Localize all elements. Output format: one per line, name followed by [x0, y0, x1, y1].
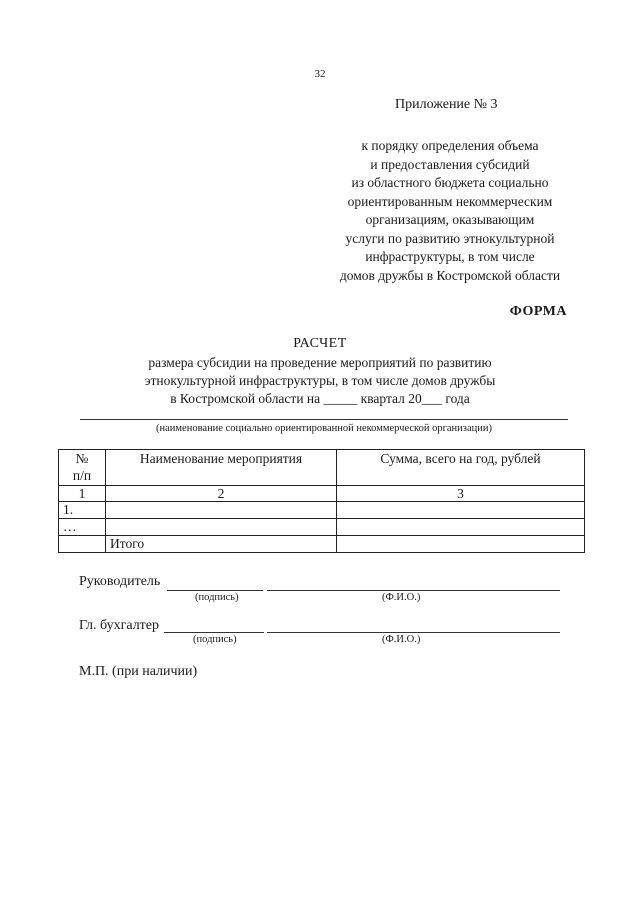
column-number: 3 — [337, 486, 585, 502]
header-number: № п/п — [59, 450, 106, 486]
header-annual-sum: Сумма, всего на год, рублей — [337, 450, 585, 486]
total-label-cell: Итого — [106, 536, 337, 553]
appendix-title: Приложение № 3 — [395, 97, 498, 112]
signature-line-head[interactable] — [167, 590, 263, 591]
table-header-row — [59, 450, 585, 486]
organization-name-caption: (наименование социально ориентированной некоммерческой организации) — [156, 423, 492, 434]
name-caption: (Ф.И.О.) — [382, 634, 421, 645]
table-row — [59, 519, 585, 536]
header-event-name: Наименование мероприятия — [106, 450, 337, 486]
stamp-note: М.П. (при наличии) — [79, 664, 198, 679]
column-number-row — [59, 486, 585, 502]
column-number: 2 — [106, 486, 337, 502]
appendix-line: инфраструктуры, в том числе — [365, 249, 535, 264]
document-subtitle — [0, 354, 640, 408]
name-caption: (Ф.И.О.) — [382, 592, 421, 603]
document-title: РАСЧЕТ — [293, 336, 347, 351]
appendix-line: ориентированным некоммерческим — [347, 193, 553, 209]
subtitle-line: размера субсидии на проведение мероприятий по развитию — [148, 355, 492, 370]
row-number-cell — [59, 536, 106, 553]
appendix-line: к порядку определения объема — [361, 138, 539, 153]
total-row — [59, 536, 585, 553]
total-sum-cell[interactable] — [337, 536, 585, 553]
event-name-cell[interactable] — [106, 502, 337, 519]
sum-cell[interactable] — [337, 519, 585, 536]
row-number-cell: 1. — [59, 502, 106, 519]
signature-label-head: Руководитель — [79, 574, 161, 589]
appendix-line: организациям, оказывающим — [365, 212, 535, 227]
form-label: ФОРМА — [509, 304, 567, 319]
table-row — [59, 502, 585, 519]
signature-label-accountant: Гл. бухгалтер — [79, 618, 160, 633]
signature-caption: (подпись) — [195, 592, 239, 603]
organization-name-line[interactable] — [80, 419, 568, 420]
signature-line-accountant[interactable] — [164, 632, 264, 633]
event-name-cell[interactable] — [106, 519, 337, 536]
name-line-head[interactable] — [267, 590, 560, 591]
appendix-line: домов дружбы в Костромской области — [339, 267, 561, 283]
subtitle-line: этнокультурной инфраструктуры, в том числе домов дружбы — [144, 373, 496, 388]
sum-cell[interactable] — [337, 502, 585, 519]
page-number: 32 — [314, 68, 326, 80]
appendix-line: из областного бюджета социально — [351, 175, 549, 190]
appendix-line: услуги по развитию этнокультурной — [345, 230, 555, 246]
signature-caption: (подпись) — [193, 634, 237, 645]
column-number: 1 — [59, 486, 106, 502]
subtitle-line: в Костромской области на _____ квартал 20___ года — [170, 391, 470, 406]
appendix-description — [300, 137, 600, 285]
name-line-accountant[interactable] — [267, 632, 560, 633]
row-number-cell: … — [59, 519, 106, 536]
calculation-table — [58, 449, 585, 553]
appendix-line: и предоставления субсидий — [370, 156, 530, 172]
